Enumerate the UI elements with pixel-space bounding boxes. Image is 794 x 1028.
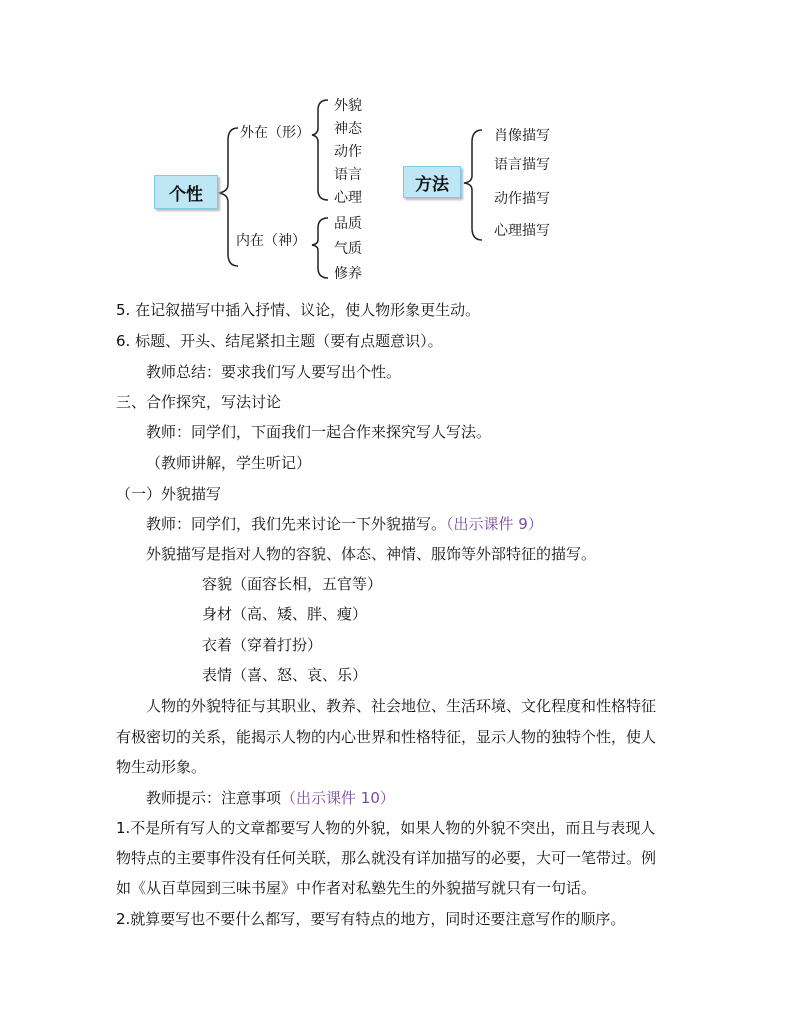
inner-label: 内在（神） <box>236 233 306 249</box>
method-item: 肖像描写 <box>494 128 550 144</box>
list-item: 衣着（穿着打扮） <box>202 636 323 654</box>
outer-label: 外在（形） <box>240 125 310 141</box>
section-heading: 三、合作探究，写法讨论 <box>116 393 282 411</box>
method-item: 心理描写 <box>494 223 550 239</box>
text-line: 物特点的主要事件没有任何关联，那么就没有详加描写的必要，大可一笔带过。例 <box>116 849 657 867</box>
inner-item: 气质 <box>334 241 362 257</box>
courseware-note: （出示课件 9） <box>446 515 543 533</box>
text-line <box>146 514 543 534</box>
text-line: 教师：同学们，下面我们一起合作来探究写人写法。 <box>146 423 492 441</box>
inner-item: 品质 <box>334 216 362 232</box>
subsection-heading: （一）外貌描写 <box>116 485 222 503</box>
text-main: 教师提示：注意事项 <box>146 789 282 807</box>
method-item: 语言描写 <box>494 157 550 173</box>
list-item: 身材（高、矮、胖、瘦） <box>202 605 368 623</box>
courseware-note: （出示课件 10） <box>281 789 395 807</box>
text-line: 外貌描写是指对人物的容貌、体态、神情、服饰等外部特征的描写。 <box>146 545 597 563</box>
text-line: 5. 在记叙描写中插入抒情、议论，使人物形象更生动。 <box>116 301 481 319</box>
method-label: 方法 <box>415 174 449 195</box>
text-line: 有极密切的关系，能揭示人物的内心世界和性格特征，显示人物的独特个性，使人 <box>116 728 657 746</box>
list-item: 表情（喜、怒、哀、乐） <box>202 666 368 684</box>
text-line: 6. 标题、开头、结尾紧扣主题（要有点题意识）。 <box>116 332 443 350</box>
inner-item: 修养 <box>334 266 362 282</box>
method-item: 动作描写 <box>494 191 550 207</box>
text-line: 如《从百草园到三味书屋》中作者对私塾先生的外貌描写就只有一句话。 <box>116 879 597 897</box>
diagram-brackets <box>0 0 794 300</box>
text-line: 教师总结：要求我们写人要写出个性。 <box>146 363 402 381</box>
list-item: 容貌（面容长相，五官等） <box>202 575 383 593</box>
text-line: 2.就算要写也不要什么都写，要写有特点的地方，同时还要注意写作的顺序。 <box>116 910 626 928</box>
outer-item: 外貌 <box>334 98 362 114</box>
text-line: 物生动形象。 <box>116 758 207 776</box>
outer-item: 心理 <box>334 190 362 206</box>
text-main: 教师：同学们，我们先来讨论一下外貌描写。 <box>146 515 447 533</box>
outer-item: 动作 <box>334 144 362 160</box>
outer-item: 神态 <box>334 121 362 137</box>
text-line: （教师讲解，学生听记） <box>146 454 312 472</box>
method-box <box>403 166 461 198</box>
personality-label: 个性 <box>169 184 203 205</box>
text-line: 1.不是所有写人的文章都要写人物的外貌，如果人物的外貌不突出，而且与表现人 <box>116 819 656 837</box>
text-line <box>146 788 395 808</box>
text-line: 人物的外貌特征与其职业、教养、社会地位、生活环境、文化程度和性格特征 <box>146 697 657 715</box>
outer-item: 语言 <box>334 167 362 183</box>
personality-box <box>154 175 218 209</box>
